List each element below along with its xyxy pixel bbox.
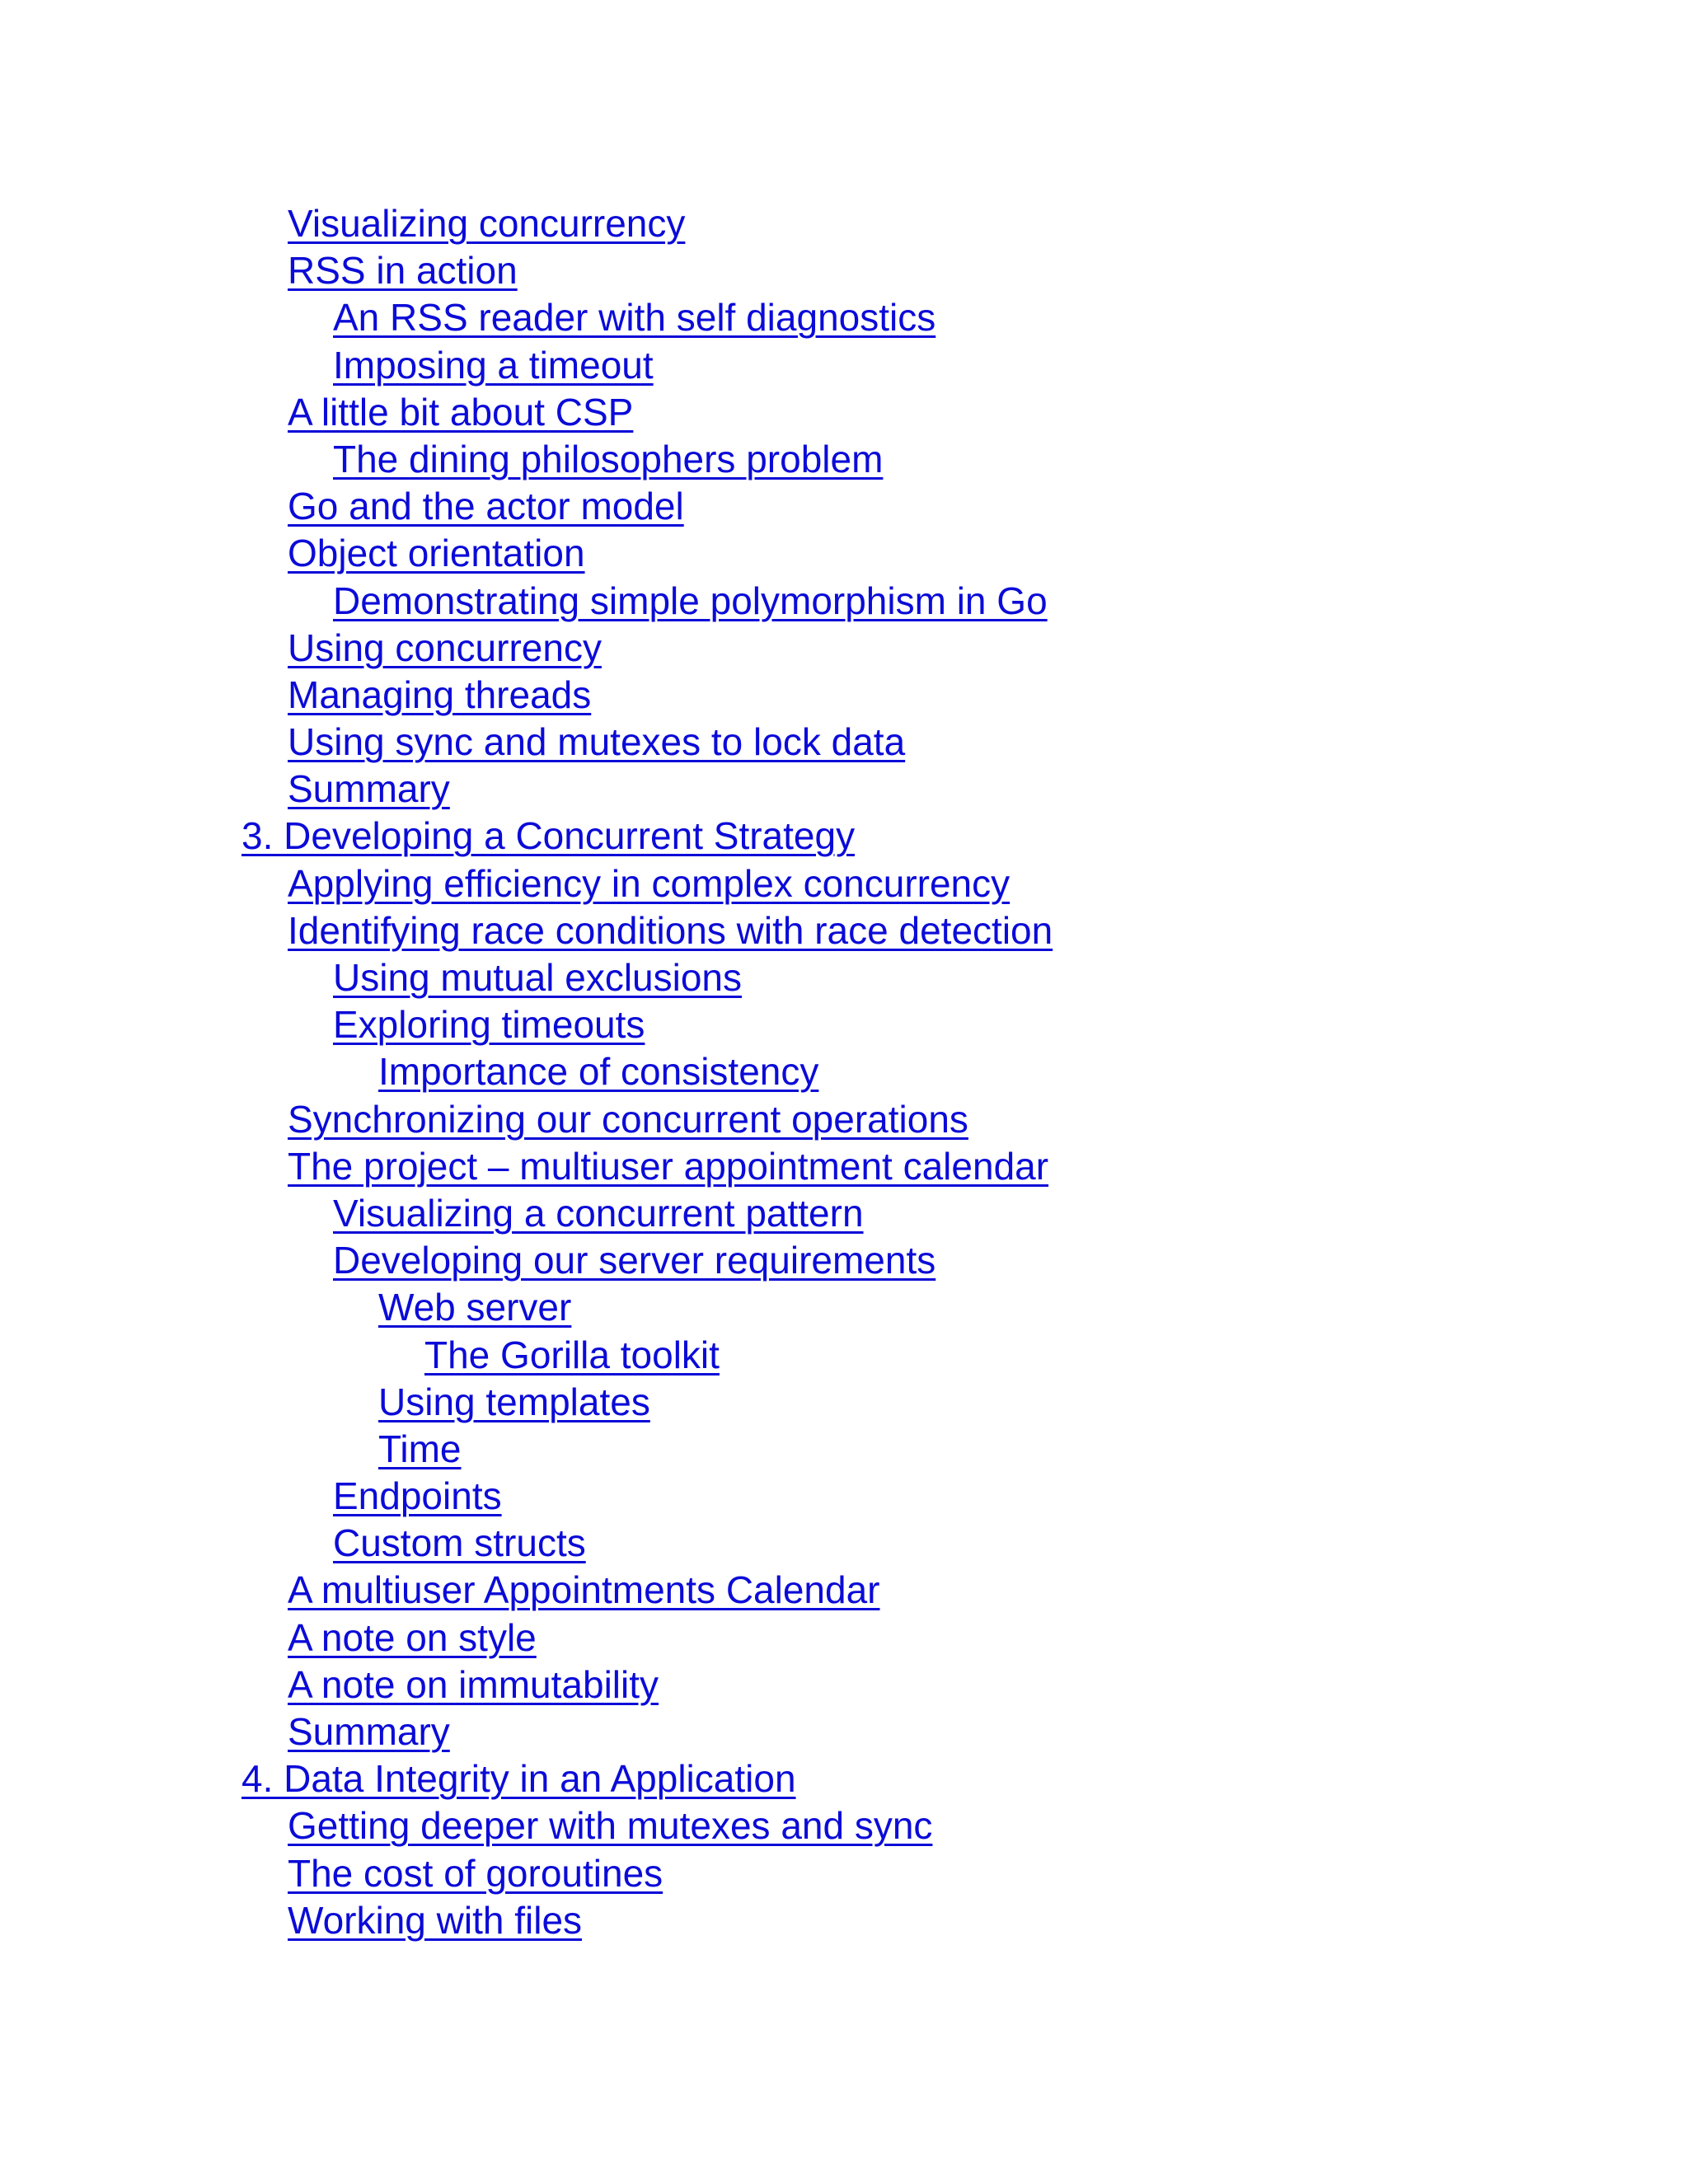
- toc-link[interactable]: Exploring timeouts: [333, 1003, 645, 1047]
- table-of-contents: [0, 200, 1688, 1944]
- toc-entry: [0, 483, 1688, 530]
- toc-entry: [0, 719, 1688, 766]
- toc-entry: [0, 1237, 1688, 1284]
- toc-link[interactable]: Imposing a timeout: [333, 343, 654, 387]
- toc-entry: [0, 578, 1688, 625]
- toc-link[interactable]: Using templates: [378, 1380, 650, 1423]
- toc-link[interactable]: Managing threads: [288, 673, 592, 716]
- toc-entry: [0, 1615, 1688, 1661]
- toc-link[interactable]: Working with files: [288, 1898, 583, 1942]
- toc-entry: [0, 1897, 1688, 1944]
- toc-entry: [0, 1802, 1688, 1849]
- toc-link[interactable]: An RSS reader with self diagnostics: [333, 296, 936, 340]
- toc-entry: [0, 1379, 1688, 1426]
- toc-entry: [0, 436, 1688, 483]
- toc-link[interactable]: Identifying race conditions with race detection: [288, 908, 1053, 952]
- toc-link[interactable]: A note on style: [288, 1615, 537, 1659]
- toc-link[interactable]: Using mutual exclusions: [333, 956, 743, 999]
- toc-entry: [0, 342, 1688, 389]
- toc-chapter-entry: [0, 813, 1688, 860]
- toc-link[interactable]: A little bit about CSP: [288, 390, 634, 434]
- toc-entry: [0, 1284, 1688, 1331]
- toc-link[interactable]: The cost of goroutines: [288, 1851, 663, 1895]
- toc-entry: [0, 954, 1688, 1001]
- toc-link[interactable]: Summary: [288, 767, 450, 811]
- toc-entry: [0, 1426, 1688, 1473]
- toc-link[interactable]: Importance of consistency: [378, 1050, 819, 1094]
- toc-link[interactable]: Demonstrating simple polymorphism in Go: [333, 579, 1048, 622]
- toc-link[interactable]: The Gorilla toolkit: [424, 1333, 720, 1376]
- toc-entry: [0, 1048, 1688, 1095]
- toc-entry: [0, 200, 1688, 247]
- toc-link[interactable]: Developing our server requirements: [333, 1239, 936, 1282]
- toc-link[interactable]: Summary: [288, 1710, 450, 1753]
- toc-link[interactable]: Object orientation: [288, 532, 585, 575]
- toc-link[interactable]: Endpoints: [333, 1474, 502, 1518]
- toc-link[interactable]: Synchronizing our concurrent operations: [288, 1097, 968, 1141]
- toc-entry: [0, 1473, 1688, 1520]
- toc-link[interactable]: Visualizing a concurrent pattern: [333, 1191, 864, 1235]
- toc-link[interactable]: Custom structs: [333, 1521, 586, 1565]
- toc-entry: [0, 1661, 1688, 1708]
- toc-link[interactable]: A multiuser Appointments Calendar: [288, 1568, 880, 1612]
- toc-link[interactable]: The dining philosophers problem: [333, 437, 884, 480]
- toc-entry: [0, 1708, 1688, 1755]
- toc-entry: [0, 247, 1688, 294]
- toc-entry: [0, 1001, 1688, 1048]
- toc-entry: [0, 1520, 1688, 1567]
- toc-entry: [0, 1567, 1688, 1614]
- toc-entry: [0, 766, 1688, 813]
- toc-entry: [0, 1143, 1688, 1190]
- toc-entry: [0, 860, 1688, 907]
- toc-link[interactable]: Using concurrency: [288, 626, 602, 669]
- toc-entry: [0, 389, 1688, 436]
- toc-entry: [0, 1850, 1688, 1897]
- toc-chapter-entry: [0, 1755, 1688, 1802]
- toc-entry: [0, 625, 1688, 672]
- toc-link[interactable]: Web server: [378, 1286, 572, 1329]
- toc-chapter-link[interactable]: 4. Data Integrity in an Application: [241, 1757, 796, 1801]
- toc-chapter-link[interactable]: 3. Developing a Concurrent Strategy: [241, 814, 856, 858]
- toc-link[interactable]: RSS in action: [288, 249, 518, 293]
- toc-entry: [0, 907, 1688, 954]
- toc-link[interactable]: A note on immutability: [288, 1662, 659, 1706]
- toc-link[interactable]: Getting deeper with mutexes and sync: [288, 1804, 933, 1848]
- toc-link[interactable]: Using sync and mutexes to lock data: [288, 720, 906, 764]
- toc-entry: [0, 1190, 1688, 1237]
- toc-link[interactable]: Go and the actor model: [288, 485, 684, 528]
- toc-entry: [0, 672, 1688, 719]
- toc-link[interactable]: The project – multiuser appointment calendar: [288, 1144, 1049, 1188]
- toc-link[interactable]: Applying efficiency in complex concurrency: [288, 861, 1010, 905]
- toc-entry: [0, 530, 1688, 577]
- toc-link[interactable]: Time: [378, 1427, 462, 1470]
- toc-link[interactable]: Visualizing concurrency: [288, 202, 686, 245]
- toc-entry: [0, 1332, 1688, 1379]
- toc-entry: [0, 294, 1688, 341]
- toc-entry: [0, 1096, 1688, 1143]
